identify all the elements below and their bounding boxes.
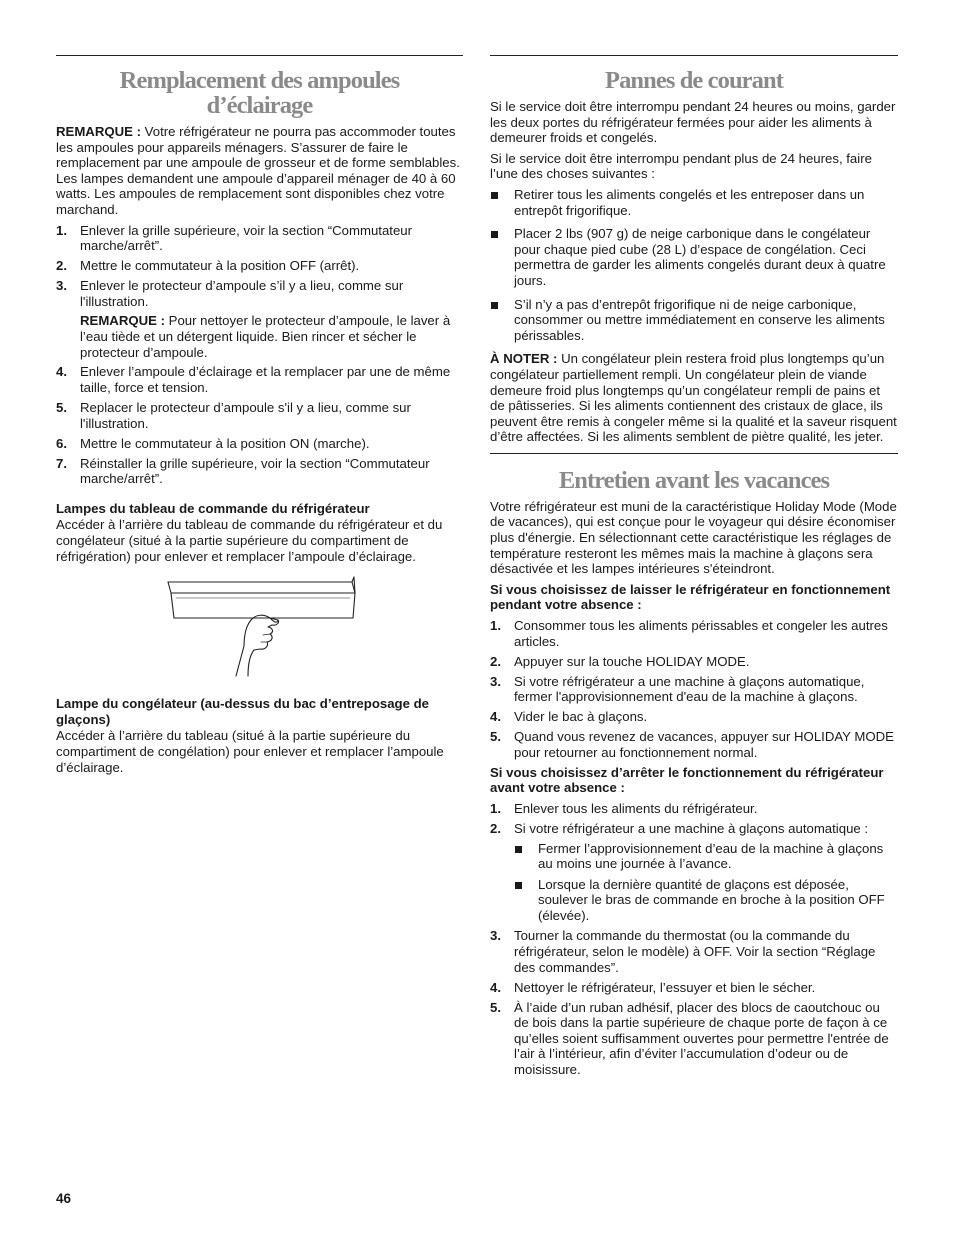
step-text: Tourner la commande du thermostat (ou la commande du réfrigérateur, selon le modèle) à OFF. Voir la section “Réglage des commandes”. bbox=[514, 928, 876, 975]
note-text: Pour nettoyer le protecteur d’ampoule, le laver à l’eau tiède et un détergent liquide. Bien rincer et sécher le protecteur d’ampoule. bbox=[80, 313, 451, 360]
section-title-vacances: Entretien avant les vacances bbox=[558, 466, 830, 494]
light-shield-illustration bbox=[166, 576, 356, 678]
square-bullet-icon bbox=[515, 846, 522, 853]
step-number: 1. bbox=[56, 222, 67, 238]
step-item bbox=[490, 674, 898, 705]
pannes-note bbox=[490, 351, 898, 445]
pannes-paragraph-2: Si le service doit être interrompu pendant plus de 24 heures, faire l’une des choses suivantes : bbox=[490, 150, 872, 182]
step-note bbox=[80, 313, 463, 360]
step-number: 1. bbox=[490, 800, 501, 816]
step-number: 7. bbox=[56, 455, 67, 471]
step-number: 3. bbox=[490, 673, 501, 689]
step-item bbox=[56, 364, 463, 395]
step-item bbox=[56, 456, 463, 487]
remark-label: REMARQUE : bbox=[56, 124, 141, 139]
remark-paragraph bbox=[56, 124, 463, 218]
step-text: Mettre le commutateur à la position ON (marche). bbox=[80, 435, 370, 451]
bullet-text: Placer 2 lbs (907 g) de neige carbonique dans le congélateur pour chaque pied cube (28 L) d’espace de congélation. Ceci permettra de garder les aliments congelés durant deux à quatre jours. bbox=[514, 226, 886, 288]
step-item bbox=[490, 928, 898, 975]
step-item bbox=[56, 400, 463, 431]
step-item bbox=[56, 278, 463, 360]
vacances-steps-1 bbox=[490, 618, 898, 760]
step-item bbox=[490, 654, 898, 670]
title-line-2: d’éclairage bbox=[206, 92, 313, 119]
step-text: Réinstaller la grille supérieure, voir la section “Commutateur marche/arrêt”. bbox=[80, 455, 430, 487]
step-text: Enlever l’ampoule d’éclairage et la remplacer par une de même taille, force et tension. bbox=[80, 364, 451, 396]
step-text: Vider le bac à glaçons. bbox=[514, 709, 648, 725]
step-number: 3. bbox=[56, 278, 67, 294]
bullet-item bbox=[490, 297, 898, 344]
square-bullet-icon bbox=[491, 302, 498, 309]
step-item bbox=[56, 436, 463, 452]
subsection-text-congelateur: Accéder à l’arrière du tableau (situé à la partie supérieure du compartiment de congélation) pour enlever et remplacer l’ampoule d’éclairage. bbox=[56, 728, 444, 775]
section-title-pannes: Pannes de courant bbox=[605, 67, 783, 94]
left-column bbox=[56, 55, 463, 780]
title-line-1: Remplacement des ampoules bbox=[119, 67, 400, 94]
right-column bbox=[490, 55, 898, 1082]
vacances-intro: Votre réfrigérateur est muni de la caractéristique Holiday Mode (Mode de vacances), qui est conçue pour le voyageur qui désire économiser plus d'énergie. En sélectionnant cette caractéristique les réglages de température resteront les mêmes mais la machine à glaçons sera désactivée et les lampes intérieures s'éteindront. bbox=[490, 498, 897, 577]
step-item bbox=[56, 223, 463, 254]
bullet-text: Lorsque la dernière quantité de glaçons est déposée, soulever le bras de commande en broche à la position OFF (élevée). bbox=[538, 876, 885, 923]
bullet-item bbox=[490, 226, 898, 288]
note-label: REMARQUE : bbox=[80, 313, 165, 329]
step-number: 4. bbox=[490, 979, 501, 995]
step-item bbox=[490, 1000, 898, 1078]
step-number: 4. bbox=[490, 709, 501, 725]
ampoule-steps bbox=[56, 223, 463, 487]
step-number: 4. bbox=[56, 364, 67, 380]
vacances-subhead-2: Si vous choisissez d’arrêter le fonctionnement du réfrigérateur avant votre absence : bbox=[490, 764, 884, 796]
note-label: À NOTER : bbox=[490, 351, 558, 367]
step-text: Consommer tous les aliments périssables et congeler les autres articles. bbox=[514, 618, 888, 649]
section-divider bbox=[56, 55, 463, 56]
subsection-title-congelateur: Lampe du congélateur (au-dessus du bac d’entreposage de glaçons) bbox=[56, 696, 429, 727]
vacances-steps-2 bbox=[490, 801, 898, 1078]
square-bullet-icon bbox=[491, 192, 498, 199]
step-item bbox=[490, 618, 898, 649]
pannes-paragraph-1: Si le service doit être interrompu pendant 24 heures ou moins, garder les deux portes du réfrigérateur fermées pour aider les aliments à demeurer froids et congelés. bbox=[490, 99, 896, 146]
step-item bbox=[490, 729, 898, 760]
step-item bbox=[490, 821, 898, 924]
section-divider bbox=[490, 55, 898, 56]
step-text: Enlever le protecteur d’ampoule s’il y a lieu, comme sur l'illustration. bbox=[80, 278, 404, 309]
subsection-text-refrigerateur: Accéder à l’arrière du tableau de commande du réfrigérateur et du congélateur (situé à la partie supérieure du compartiment de réfrigération) pour enlever et remplacer l’ampoule d’éclairage. bbox=[56, 517, 443, 564]
bullet-item bbox=[514, 877, 898, 924]
pannes-bullet-list bbox=[490, 187, 898, 343]
step-item bbox=[56, 258, 463, 274]
step-number: 5. bbox=[490, 729, 501, 745]
step-text: Enlever la grille supérieure, voir la section “Commutateur marche/arrêt”. bbox=[80, 222, 413, 254]
remark-text: Votre réfrigérateur ne pourra pas accommoder toutes les ampoules pour appareils ménagers. S’assurer de faire le remplacement par une ampoule de grosseur et de forme semblables. Les lampes demandent une ampoule d’appareil ménager de 40 à 60 watts. Les ampoules de remplacement sont disponibles chez votre marchand. bbox=[56, 124, 460, 217]
square-bullet-icon bbox=[515, 882, 522, 889]
step-number: 1. bbox=[490, 618, 501, 634]
step-item bbox=[490, 801, 898, 817]
step-text: Appuyer sur la touche HOLIDAY MODE. bbox=[514, 653, 750, 669]
subsection-title-refrigerateur: Lampes du tableau de commande du réfrigérateur bbox=[56, 500, 370, 516]
step-number: 5. bbox=[56, 400, 67, 416]
step-text: Mettre le commutateur à la position OFF (arrêt). bbox=[80, 258, 360, 274]
step-2-bullet-list bbox=[514, 841, 898, 924]
section-divider bbox=[490, 453, 898, 454]
bullet-text: Fermer l’approvisionnement d’eau de la machine à glaçons au moins une journée à l’avance. bbox=[538, 840, 884, 872]
step-item bbox=[490, 980, 898, 996]
step-number: 2. bbox=[490, 820, 501, 836]
step-text: Enlever tous les aliments du réfrigérateur. bbox=[514, 800, 758, 816]
page-number: 46 bbox=[56, 1191, 72, 1206]
step-item bbox=[490, 709, 898, 725]
bullet-text: S’il n’y a pas d’entrepôt frigorifique ni de neige carbonique, consommer ou mettre immédiatement en conserve les aliments périssables. bbox=[514, 296, 885, 343]
bullet-item bbox=[490, 187, 898, 218]
bullet-text: Retirer tous les aliments congelés et les entreposer dans un entrepôt frigorifique. bbox=[514, 186, 865, 218]
step-number: 3. bbox=[490, 928, 501, 944]
note-text: Un congélateur plein restera froid plus longtemps qu’un congélateur partiellement rempli. Un congélateur plein de viande demeure froid plus longtemps qu’un congélateur rempli de pains et de pâtisseries. Si les aliments contiennent des cristaux de glace, ils peuvent être remis à congeler même si la qualité et la saveur risquent d’être affectées. Si les aliments semblent de piètre qualité, les jeter. bbox=[490, 351, 897, 445]
vacances-subhead-1: Si vous choisissez de laisser le réfrigérateur en fonctionnement pendant votre absence : bbox=[490, 581, 891, 613]
step-number: 5. bbox=[490, 999, 501, 1015]
step-number: 2. bbox=[56, 258, 67, 274]
step-text: Quand vous revenez de vacances, appuyer sur HOLIDAY MODE pour retourner au fonctionnement normal. bbox=[514, 729, 894, 760]
step-number: 2. bbox=[490, 653, 501, 669]
bullet-item bbox=[514, 841, 898, 872]
step-text: Replacer le protecteur d’ampoule s'il y a lieu, comme sur l'illustration. bbox=[80, 400, 411, 431]
step-text: À l’aide d’un ruban adhésif, placer des blocs de caoutchouc ou de bois dans la partie supérieure de chaque porte de façon à ce qu’elles soient suffisamment ouvertes pour permettre l'entrée de l’air à l’intérieur, afin d’éviter l’accumulation d’odeur ou de moisissure. bbox=[514, 999, 889, 1077]
section-title-ampoules bbox=[56, 68, 463, 118]
step-number: 6. bbox=[56, 435, 67, 451]
step-text: Si votre réfrigérateur a une machine à glaçons automatique : bbox=[514, 820, 869, 836]
step-text: Si votre réfrigérateur a une machine à glaçons automatique, fermer l'approvisionnement d'eau de la machine à glaçons. bbox=[514, 673, 865, 705]
square-bullet-icon bbox=[491, 231, 498, 238]
step-text: Nettoyer le réfrigérateur, l’essuyer et bien le sécher. bbox=[514, 979, 816, 995]
